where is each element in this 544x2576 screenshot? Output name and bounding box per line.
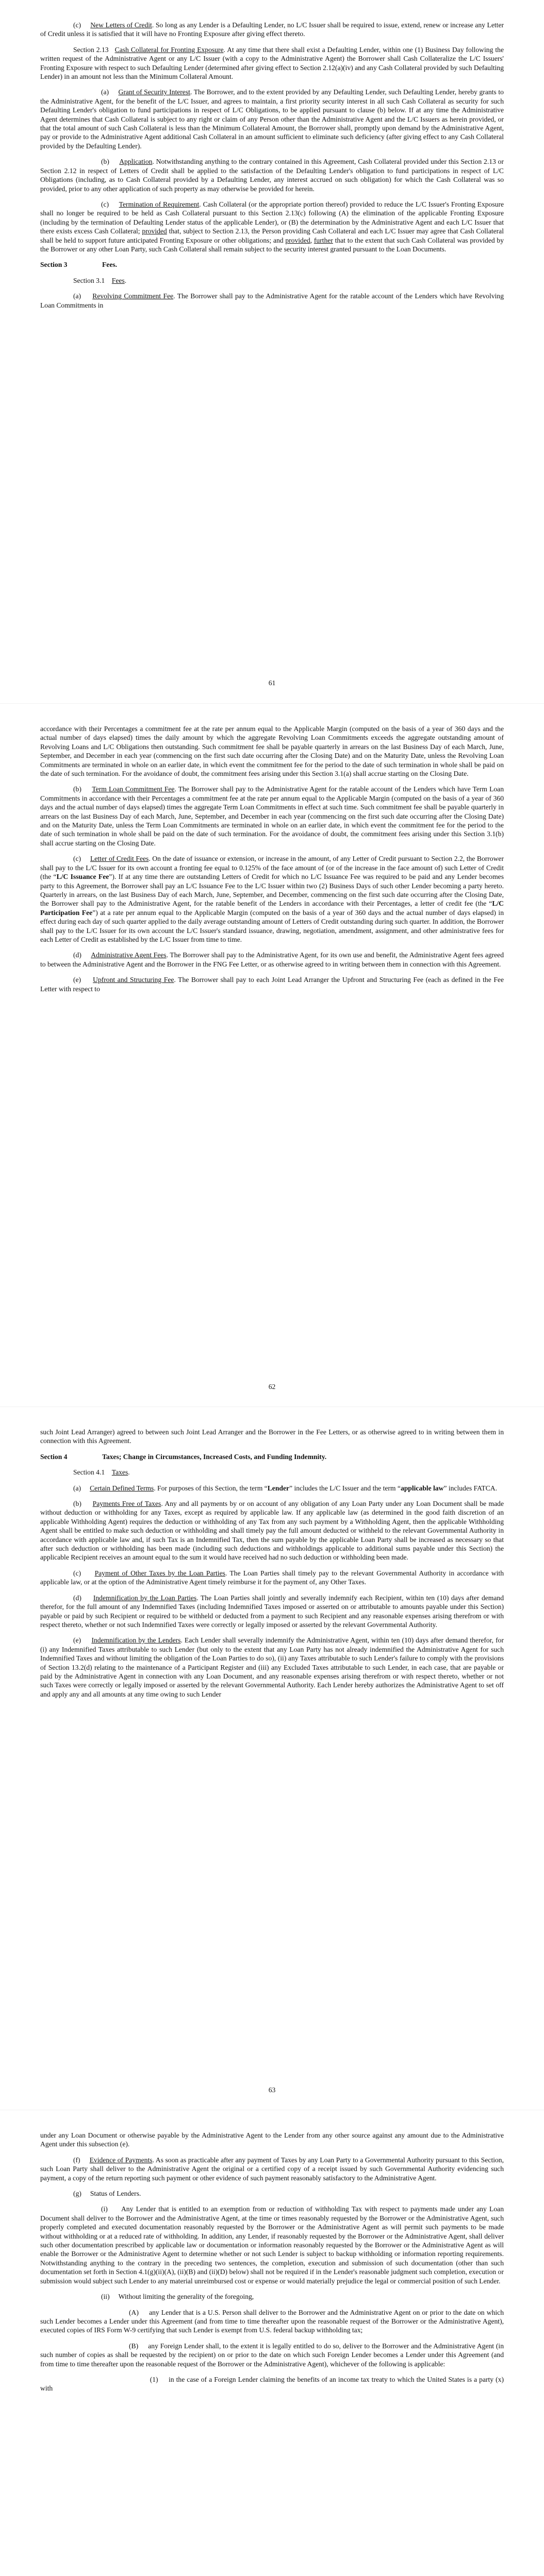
defined-term: applicable law	[400, 1484, 444, 1492]
text-run: (i)	[101, 2205, 108, 2213]
text-run: (e)	[73, 976, 81, 984]
text-run: (f)	[73, 2156, 80, 2164]
text-run	[81, 2190, 90, 2197]
page-number: 61	[268, 679, 276, 687]
text-run: . The Borrower shall pay to each Joint Lead Arranger the Upfront and Structuring Fee (each as defined in the Fee Letter with respect to	[40, 976, 504, 993]
underlined-term: Payment of Other Taxes by the Loan Parties	[94, 1569, 225, 1577]
text-run: (A)	[129, 2308, 139, 2316]
page-content	[40, 724, 504, 993]
text-run: (c)	[73, 855, 81, 863]
page-number: 63	[268, 2086, 276, 2094]
paragraph	[40, 724, 504, 778]
page-number: 62	[268, 1383, 276, 1391]
paragraph	[40, 200, 504, 253]
section-title: Taxes; Change in Circumstances, Increased Costs, and Funding Indemnity.	[102, 1452, 327, 1461]
text-run: that, subject to Section 2.13, the Person providing Cash Collateral and each L/C Issuer may agree that Cash Collateral shall be held to support future anticipated Fronting Exposure or other obligations; and	[40, 227, 504, 244]
text-run: (d)	[73, 1594, 81, 1602]
text-run	[139, 2309, 149, 2316]
text-run	[81, 855, 90, 862]
text-run: ”) at a rate per annum equal to the Applicable Margin (computed on the basis of a year of 360 days and the actual number of days elapsed) in effect during each day of such quarter applied to the daily average outstanding amount of Letters of Credit outstanding during such quarter. In addition, the Borrower shall pay to the L/C Issuer for its own account the L/C Issuer's standard issuance, drawing, negotiation, amendment, assignment, and other administrative fees for each Letter of Credit as established by the L/C Issuer from time to time.	[40, 908, 504, 943]
text-run	[80, 2156, 90, 2164]
defined-term: Lender	[267, 1484, 290, 1492]
text-run	[81, 292, 92, 300]
text-run	[81, 1500, 93, 1507]
text-run	[109, 88, 118, 96]
text-run: . Notwithstanding anything to the contrary contained in this Agreement, Cash Collateral provided under this Section 2.13 or Section 2.12 in respect of Letters of Credit shall be applied to the satisfaction of the Defaulting Lender's obligation to fund participations in respect of L/C Obligations (including, as to Cash Collateral provided by a Defaulting Lender, any interest accrued on such obligation) for which the Cash Collateral was so provided, prior to any other application of such property as may otherwise be provided for herein.	[40, 158, 504, 193]
text-run: ” includes the L/C Issuer and the term “	[289, 1484, 401, 1492]
text-run: . The Loan Parties shall timely pay to the relevant Governmental Authority in accordance with applicable law, or at the option of the Administrative Agent timely reimburse it for the payment of, any Other Taxes.	[40, 1569, 504, 1586]
text-run: . On the date of issuance or extension, or increase in the amount, of any Letter of Credit pursuant to Section 2.2, the Borrower shall pay to the L/C Issuer for its own account a fronting fee equal to 0.125% of the face amount of (or of the increase in the face amount of) such Letter of Credit (the “	[40, 855, 504, 881]
text-run: (b)	[101, 158, 109, 166]
text-run: . So long as any Lender is a Defaulting Lender, no L/C Issuer shall be required to issue, extend, renew or increase any Letter of Credit unless it is satisfied that it will have no Fronting Exposure after giving effect thereto.	[40, 21, 504, 38]
text-run: . For purposes of this Section, the term “	[154, 1484, 268, 1492]
underlined-term: Termination of Requirement	[119, 200, 200, 208]
defined-term: L/C Issuance Fee	[56, 873, 109, 881]
underlined-term: Upfront and Structuring Fee	[93, 976, 174, 984]
text-run: (d)	[73, 951, 81, 959]
text-run	[81, 951, 91, 959]
paragraph	[40, 854, 504, 944]
underlined-term: Revolving Commitment Fee	[92, 292, 174, 300]
underlined-term: Letter of Credit Fees	[90, 855, 149, 863]
paragraph	[40, 2308, 504, 2335]
underlined-term: New Letters of Credit	[90, 21, 152, 29]
text-run	[109, 200, 119, 208]
text-run	[81, 1594, 93, 1602]
text-run: (e)	[73, 1636, 81, 1645]
paragraph	[40, 2342, 504, 2368]
text-run	[108, 2205, 121, 2213]
paragraph	[40, 276, 504, 285]
paragraph	[40, 88, 504, 150]
text-run: . As soon as practicable after any payment of Taxes by any Loan Party to a Governmental Authority pursuant to this Section, such Loan Party shall deliver to the Administrative Agent the original or a certified copy of a receipt issued by such Governmental Authority evidencing such payment, a copy of the return reporting such payment or other evidence of such payment reasonably satisfactory to the Administrative Agent.	[40, 2156, 504, 2182]
text-run: Status of Lenders.	[90, 2190, 141, 2198]
section-number: Section 3	[40, 261, 68, 269]
paragraph	[40, 951, 504, 969]
text-run: . The Loan Parties shall jointly and severally indemnify each Recipient, within ten (10) days after demand therefor, for the full amount of any Indemnified Taxes (including Indemnified Taxes imposed or asserted on or attributable to amounts payable under this Section) payable or paid by such Recipient or required to be withheld or deducted from a payment to such Recipient and any reasonable expenses arising therefrom or with respect thereto, whether or not such Indemnified Taxes were correctly or legally imposed or asserted by the relevant Governmental Authority.	[40, 1594, 504, 1629]
text-run: (ii)	[101, 2293, 110, 2301]
text-run	[105, 277, 112, 284]
paragraph	[40, 2131, 504, 2149]
page-content	[40, 2131, 504, 2393]
text-run	[81, 1636, 91, 1644]
paragraph	[40, 21, 504, 39]
text-run: (b)	[73, 785, 81, 793]
text-run	[129, 2376, 150, 2383]
section-number: Section 4	[40, 1452, 68, 1461]
paragraph	[40, 1484, 504, 1493]
underlined-term: Term Loan Commitment Fee	[92, 785, 175, 793]
underlined-term: provided	[285, 236, 310, 244]
paragraph	[40, 2292, 504, 2301]
text-run: . The Borrower shall pay to the Administrative Agent, for its own use and benefit, the Administrative Agent fees agreed to between the Administrative Agent and the Borrower in the FNG Fee Letter, or as otherwise agreed to in writing between them in connection with this Agreement.	[40, 951, 504, 968]
paragraph	[40, 2375, 504, 2393]
section-title: Fees.	[102, 261, 118, 269]
text-run: (B)	[129, 2342, 139, 2350]
text-run	[109, 158, 119, 165]
underlined-term: Fees	[111, 276, 125, 284]
text-run: (c)	[73, 1569, 81, 1577]
paragraph	[40, 2156, 504, 2182]
page-content	[40, 1428, 504, 1699]
text-run: Without limiting the generality of the foregoing,	[118, 2293, 254, 2301]
text-run: Section 3.1	[73, 276, 105, 284]
page	[0, 2110, 544, 2576]
text-run: (a)	[101, 88, 109, 96]
paragraph	[40, 975, 504, 993]
underlined-term: Administrative Agent Fees	[91, 951, 167, 959]
text-run: . The Borrower, and to the extent provided by any Defaulting Lender, such Defaulting Lender, hereby grants to the Administrative Agent, for the benefit of the L/C Issuer, and agrees to maintain, a first priority security interest in all such Cash Collateral as security for such Defaulting Lender's obligation to fund participations in respect of L/C Obligations, to be applied pursuant to clause (b) below. If at any time the Administrative Agent determines that Cash Collateral is subject to any right or claim of any Person other than the Administrative Agent and the L/C Issuers as herein provided, or that the total amount of such Cash Collateral is less than the Minimum Collateral Amount, the Borrower shall, promptly upon demand by the Administrative Agent, pay or provide to the Administrative Agent additional Cash Collateral in an amount sufficient to eliminate such deficiency (after giving effect to any Cash Collateral provided by the Defaulting Lender).	[40, 88, 504, 150]
text-run: such Joint Lead Arranger) agreed to between such Joint Lead Arranger and the Borrower in the Fee Letters, or as otherwise agreed to in writing between them in connection with this Agreement.	[40, 1428, 504, 1445]
page	[0, 703, 544, 1406]
paragraph	[40, 157, 504, 193]
paragraph	[40, 1468, 504, 1477]
section-heading	[40, 260, 504, 269]
text-run: any Lender that is a U.S. Person shall deliver to the Borrower and the Administrative Agent on or prior to the date on which such Lender becomes a Lender under this Agreement (and from time to time thereafter upon the reasonable request of the Borrower or the Administrative Agent), executed copies of IRS Form W-9 certifying that such Lender is exempt from U.S. federal backup withholding tax;	[40, 2308, 504, 2334]
paragraph	[40, 785, 504, 848]
paragraph	[40, 1499, 504, 1562]
text-run: (b)	[73, 1500, 81, 1508]
underlined-term: further	[314, 236, 333, 244]
text-run: (1)	[150, 2375, 158, 2383]
text-run	[81, 1569, 94, 1577]
text-run: . The Borrower shall pay to the Administrative Agent for the ratable account of the Lenders which have Term Loan Commitments in accordance with their Percentages a commitment fee at the rate per annum equal to the Applicable Margin (computed on the basis of a year of 360 days and the actual number of days elapsed) times the aggregate Term Loan Commitments in effect at such time. Such commitment fee shall be payable quarterly in arrears on the last Business Day of each March, June, September, and December in each year (commencing on the first such date occurring after the Closing Date) and on the Maturity Date, unless the Term Loan Commitments are terminated in whole on an earlier date, in which event the commitment fee for the period to the date of such termination in whole shall be paid on the date of such termination. For the avoidance of doubt, the commitment fees arising under this Section 3.1(b) shall accrue starting on the Closing Date.	[40, 785, 504, 847]
underlined-term: Indemnification by the Lenders	[91, 1636, 181, 1645]
text-run: that to the extent that such Cash Collateral was provided by the Borrower or any other Loan Party, such Cash Collateral shall remain subject to the security interest granted pursuant to the Loan Documents.	[40, 236, 504, 253]
text-run: under any Loan Document or otherwise payable by the Administrative Agent to the Lender from any other source against any amount due to the Administrative Agent under this subsection (e).	[40, 2131, 504, 2148]
page	[0, 1406, 544, 2110]
text-run: . Each Lender shall severally indemnify the Administrative Agent, within ten (10) days after demand therefor, for (i) any Indemnified Taxes attributable to such Lender (but only to the extent that any Loan Party has not already indemnified the Administrative Agent for such Indemnified Taxes and without limiting the obligation of the Loan Parties to do so), (ii) any Taxes attributable to such Lender's failure to comply with the provisions of Section 13.2(d) relating to the maintenance of a Participant Register and (iii) any Excluded Taxes attributable to such Lender, in each case, that are payable or paid by the Administrative Agent in connection with any Loan Document, and any reasonable expenses arising therefrom or with respect thereto, whether or not such Taxes were correctly or legally imposed or asserted by the relevant Governmental Authority. Each Lender hereby authorizes the Administrative Agent to set off and apply any and all amounts at any time owing to such Lender	[40, 1636, 504, 1698]
underlined-term: Certain Defined Terms	[90, 1484, 154, 1492]
underlined-term: Application	[119, 158, 153, 166]
text-run: any Foreign Lender shall, to the extent it is legally entitled to do so, deliver to the Borrower and the Administrative Agent (in such number of copies as shall be requested by the recipient) on or prior to the date on which such Foreign Lender becomes a Lender under this Agreement (and from time to time thereafter upon the reasonable request of the Borrower or the Administrative Agent), whichever of the following is applicable:	[40, 2342, 504, 2368]
text-run: . At any time that there shall exist a Defaulting Lender, within one (1) Business Day following the written request of the Administrative Agent or any L/C Issuer (with a copy to the Administrative Agent) the Borrower shall Cash Collateralize the L/C Issuers' Fronting Exposure with respect to such Defaulting Lender (determined after giving effect to Section 2.12(a)(iv) and any Cash Collateral provided by such Defaulting Lender) in an amount not less than the Minimum Collateral Amount.	[40, 45, 504, 81]
text-run: Section 4.1	[73, 1468, 105, 1477]
text-run: Any Lender that is entitled to an exemption from or reduction of withholding Tax with respect to payments made under any Loan Document shall deliver to the Borrower and the Administrative Agent, at the time or times reasonably requested by the Borrower or the Administrative Agent, such properly completed and executed documentation reasonably requested by the Borrower or the Administrative Agent as will permit such payments to be made without withholding or at a reduced rate of withholding. In addition, any Lender, if reasonably requested by the Borrower or the Administrative Agent, shall deliver such other documentation prescribed by applicable law or documentation or information reasonably requested by the Borrower or the Administrative Agent as will enable the Borrower or the Administrative Agent to determine whether or not such Lender is subject to backup withholding or information reporting requirements. Notwithstanding anything to the contrary in the preceding two sentences, the completion, execution and submission of such documentation (other than such documentation set forth in Section 4.1(g)(ii)(A), (ii)(B) and (ii)(D) below) shall not be required if in the Lender's reasonable judgment such completion, execution or submission would subject such Lender to any material unreimbursed cost or expense or would materially prejudice the legal or commercial position of such Lender.	[40, 2205, 504, 2285]
text-run: in the case of a Foreign Lender claiming the benefits of an income tax treaty to which the United States is a party (x) with	[40, 2375, 504, 2393]
text-run: Section 2.13	[73, 45, 109, 54]
paragraph	[40, 1636, 504, 1699]
text-run: . Cash Collateral (or the appropriate portion thereof) provided to reduce the L/C Issuer's Fronting Exposure shall no longer be required to be held as Cash Collateral pursuant to this Section 2.13(c) following (A) the elimination of the applicable Fronting Exposure (including by the termination of Defaulting Lender status of the applicable Lender), or (B) the determination by the Administrative Agent and each L/C Issuer that there exists excess Cash Collateral;	[40, 200, 504, 235]
section-heading	[40, 1452, 504, 1461]
text-run: ”). If at any time there are outstanding Letters of Credit for which no L/C Issuance Fee was required to be paid and any Lender becomes party to this Agreement, the Borrower shall pay an L/C Issuance Fee to the L/C Issuer within two (2) Business Days of such other Lender becoming a party hereto. Quarterly in arrears, on the last Business Day of each March, June, September, and December, commencing on the first such date occurring after the Closing Date, the Borrower shall pay to the Administrative Agent, for the ratable benefit of the Lenders in accordance with their Percentages, a letter of credit fee (the “	[40, 873, 504, 908]
underlined-term: Grant of Security Interest	[118, 88, 190, 96]
underlined-term: Indemnification by the Loan Parties	[93, 1594, 197, 1602]
text-run: (a)	[73, 1484, 81, 1492]
underlined-term: Payments Free of Taxes	[92, 1500, 161, 1508]
paragraph	[40, 1569, 504, 1587]
page	[0, 0, 544, 703]
underlined-term: Taxes	[111, 1468, 128, 1477]
text-run: . The Borrower shall pay to the Administrative Agent for the ratable account of the Lenders which have Revolving Loan Commitments in	[40, 292, 504, 309]
page-content	[40, 21, 504, 310]
paragraph	[40, 2205, 504, 2285]
text-run	[81, 785, 92, 793]
text-run: (c)	[101, 200, 109, 208]
text-run	[81, 1484, 90, 1492]
text-run: (g)	[73, 2190, 81, 2198]
underlined-term: Cash Collateral for Fronting Exposure	[114, 45, 224, 54]
paragraph	[40, 1428, 504, 1446]
text-run	[138, 2342, 148, 2350]
text-run	[105, 1468, 112, 1476]
underlined-term: Evidence of Payments	[89, 2156, 153, 2164]
text-run: ” includes FATCA.	[443, 1484, 497, 1492]
text-run	[158, 2376, 169, 2383]
text-run	[110, 2293, 119, 2300]
defined-term: L/C Participation Fee	[40, 900, 504, 917]
text-run	[81, 21, 90, 29]
text-run	[109, 46, 115, 54]
paragraph	[40, 1594, 504, 1630]
paragraph	[40, 2189, 504, 2198]
paragraph	[40, 292, 504, 310]
text-run: .	[124, 276, 127, 284]
text-run	[81, 976, 93, 984]
text-run: (a)	[73, 292, 81, 300]
text-run: (c)	[73, 21, 81, 29]
text-run: . Any and all payments by or on account of any obligation of any Loan Party under any Loan Document shall be made without deduction or withholding for any Taxes, except as required by applicable law. If any applicable law (as determined in the good faith discretion of an applicable Withholding Agent) requires the deduction or withholding of any Tax from any such payment by a Withholding Agent, then the applicable Withholding Agent shall be entitled to make such deduction or withholding and shall timely pay the full amount deducted or withheld to the relevant Governmental Authority in accordance with applicable law and, if such Tax is an Indemnified Tax, then the sum payable by the applicable Loan Party shall be increased as necessary so that after such deduction or withholding has been made (including such deductions and withholdings applicable to additional sums payable under this Section) the applicable Recipient receives an amount equal to the sum it would have received had no such deduction or withholding been made.	[40, 1500, 504, 1562]
text-run: .	[128, 1468, 130, 1477]
text-run: accordance with their Percentages a commitment fee at the rate per annum equal to the Applicable Margin (computed on the basis of a year of 360 days and the actual number of days elapsed) times the daily amount by which the aggregate Revolving Loan Commitments exceeds the aggregate outstanding amount of Revolving Loans and L/C Obligations then outstanding. Such commitment fee shall be payable quarterly in arrears on the last Business Day of each March, June, September, and December in each year (commencing on the first such date occurring after the Closing Date) and on the Maturity Date, unless the Revolving Loan Commitments are terminated in whole on an earlier date, in which event the commitment fee for the period to the date of such termination in whole shall be paid on the date of such termination. For the avoidance of doubt, the commitment fees arising under this Section 3.1(a) shall accrue starting on the Closing Date.	[40, 725, 504, 778]
underlined-term: provided	[142, 227, 167, 235]
paragraph	[40, 45, 504, 81]
text-run: ,	[310, 236, 314, 244]
